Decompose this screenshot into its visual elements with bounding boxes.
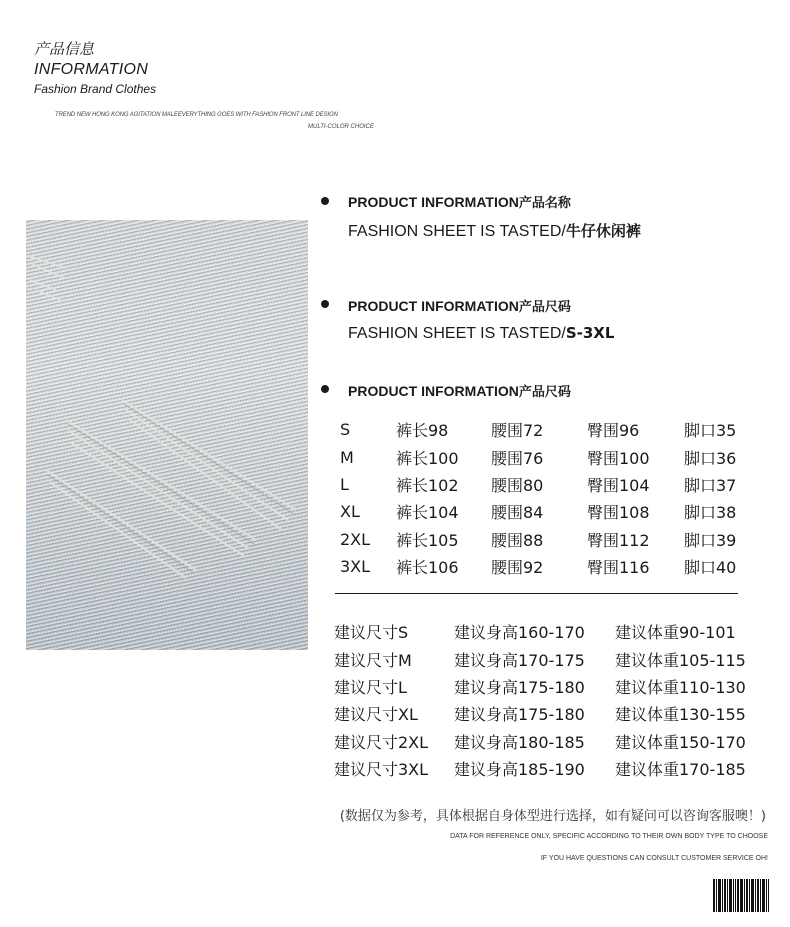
recommended-weight-cell: 建议体重170-185 bbox=[615, 760, 746, 780]
header-title-cn: 产品信息 bbox=[34, 40, 95, 58]
section-2-title-en: PRODUCT INFORMATION bbox=[348, 298, 519, 314]
waist-cell: 腰围84 bbox=[491, 503, 544, 523]
section-1-value-prefix: FASHION SHEET IS TASTED/ bbox=[348, 223, 566, 240]
table-row bbox=[340, 553, 754, 580]
section-1-value bbox=[348, 220, 641, 241]
table-row bbox=[340, 416, 754, 443]
section-1-title bbox=[348, 192, 571, 211]
reference-note-cn: (数据仅为参考，具体根据自身体型进行选择，如有疑问可以咨询客服噢！) bbox=[339, 809, 766, 824]
table-row bbox=[334, 755, 765, 782]
size-cell: 2XL bbox=[340, 529, 371, 549]
section-2-title-cn: 产品尺码 bbox=[518, 300, 571, 315]
hip-cell: 臀围100 bbox=[587, 448, 650, 468]
section-3-title-en: PRODUCT INFORMATION bbox=[348, 383, 519, 399]
product-name: 牛仔休闲裤 bbox=[565, 222, 641, 240]
hip-cell: 臀围96 bbox=[587, 421, 640, 441]
waist-cell: 腰围76 bbox=[491, 448, 544, 468]
waist-cell: 腰围72 bbox=[491, 421, 544, 441]
hip-cell: 臀围108 bbox=[587, 503, 650, 523]
length-cell: 裤长105 bbox=[396, 530, 459, 550]
size-cell: L bbox=[340, 474, 349, 494]
recommended-weight-cell: 建议体重105-115 bbox=[615, 650, 746, 670]
recommended-size-cell: 建议尺寸L bbox=[334, 677, 407, 697]
table-row bbox=[334, 618, 765, 645]
hip-cell: 臀围104 bbox=[587, 475, 650, 495]
section-3-title bbox=[348, 381, 571, 400]
section-3-title-cn: 产品尺码 bbox=[518, 385, 571, 400]
hem-cell: 脚口36 bbox=[684, 448, 737, 468]
length-cell: 裤长104 bbox=[396, 503, 459, 523]
hem-cell: 脚口38 bbox=[684, 503, 737, 523]
hip-cell: 臀围116 bbox=[587, 558, 650, 578]
table-row bbox=[334, 700, 765, 727]
size-cell: M bbox=[340, 447, 354, 467]
distressed-rips-overlay bbox=[26, 220, 308, 650]
hem-cell: 脚口39 bbox=[684, 530, 737, 550]
section-2-value bbox=[348, 324, 614, 343]
size-range: S-3XL bbox=[565, 324, 615, 342]
recommended-size-cell: 建议尺寸S bbox=[334, 623, 409, 643]
length-cell: 裤长100 bbox=[396, 448, 459, 468]
table-row bbox=[340, 443, 754, 470]
header-title-en: INFORMATION bbox=[34, 61, 149, 78]
reference-note-en-2: IF YOU HAVE QUESTIONS CAN CONSULT CUSTOMER SERVICE OH! bbox=[540, 855, 768, 862]
barcode-icon bbox=[713, 879, 769, 912]
header-subtitle: Fashion Brand Clothes bbox=[34, 82, 157, 96]
bullet-dot-icon bbox=[321, 300, 329, 308]
recommended-height-cell: 建议身高185-190 bbox=[454, 760, 585, 780]
reference-note-en-1: DATA FOR REFERENCE ONLY, SPECIFIC ACCORDING TO THEIR OWN BODY TYPE TO CHOOSE bbox=[450, 833, 768, 840]
recommended-height-cell: 建议身高175-180 bbox=[454, 705, 585, 725]
denim-fabric-photo bbox=[26, 220, 308, 650]
hem-cell: 脚口35 bbox=[684, 421, 737, 441]
size-recommendation-table bbox=[334, 618, 765, 782]
table-row bbox=[334, 645, 765, 672]
section-divider bbox=[335, 593, 738, 594]
section-2-value-prefix: FASHION SHEET IS TASTED/ bbox=[348, 325, 566, 342]
hip-cell: 臀围112 bbox=[587, 530, 650, 550]
recommended-height-cell: 建议身高175-180 bbox=[454, 677, 585, 697]
recommended-size-cell: 建议尺寸2XL bbox=[334, 732, 429, 752]
header-tagline-2: MULTI-COLOR CHOICE bbox=[308, 124, 374, 130]
section-1-title-cn: 产品名称 bbox=[518, 196, 571, 211]
section-2-title bbox=[348, 296, 571, 315]
bullet-dot-icon bbox=[321, 197, 329, 205]
length-cell: 裤长98 bbox=[396, 421, 449, 441]
hem-cell: 脚口37 bbox=[684, 475, 737, 495]
table-row bbox=[340, 498, 754, 525]
waist-cell: 腰围88 bbox=[491, 530, 544, 550]
recommended-size-cell: 建议尺寸3XL bbox=[334, 760, 429, 780]
size-cell: XL bbox=[340, 502, 360, 522]
table-row bbox=[340, 526, 754, 553]
size-chart-table bbox=[340, 416, 754, 580]
section-1-title-en: PRODUCT INFORMATION bbox=[348, 194, 519, 210]
recommended-weight-cell: 建议体重130-155 bbox=[615, 705, 746, 725]
length-cell: 裤长106 bbox=[396, 558, 459, 578]
recommended-weight-cell: 建议体重90-101 bbox=[615, 623, 736, 643]
table-row bbox=[334, 728, 765, 755]
recommended-weight-cell: 建议体重150-170 bbox=[615, 732, 746, 752]
hem-cell: 脚口40 bbox=[684, 558, 737, 578]
bullet-dot-icon bbox=[321, 385, 329, 393]
recommended-height-cell: 建议身高170-175 bbox=[454, 650, 585, 670]
table-row bbox=[340, 471, 754, 498]
waist-cell: 腰围80 bbox=[491, 475, 544, 495]
header-tagline-1: TREND NEW HONG KONG AGITATION MALEEVERYTHING GOES WITH FASHION FRONT LINE DESIGN bbox=[55, 112, 338, 118]
table-row bbox=[334, 673, 765, 700]
recommended-weight-cell: 建议体重110-130 bbox=[615, 677, 746, 697]
recommended-size-cell: 建议尺寸M bbox=[334, 650, 412, 670]
size-cell: 3XL bbox=[340, 557, 371, 577]
recommended-height-cell: 建议身高180-185 bbox=[454, 732, 585, 752]
recommended-height-cell: 建议身高160-170 bbox=[454, 623, 585, 643]
waist-cell: 腰围92 bbox=[491, 558, 544, 578]
size-cell: S bbox=[340, 420, 351, 440]
length-cell: 裤长102 bbox=[396, 475, 459, 495]
recommended-size-cell: 建议尺寸XL bbox=[334, 705, 418, 725]
